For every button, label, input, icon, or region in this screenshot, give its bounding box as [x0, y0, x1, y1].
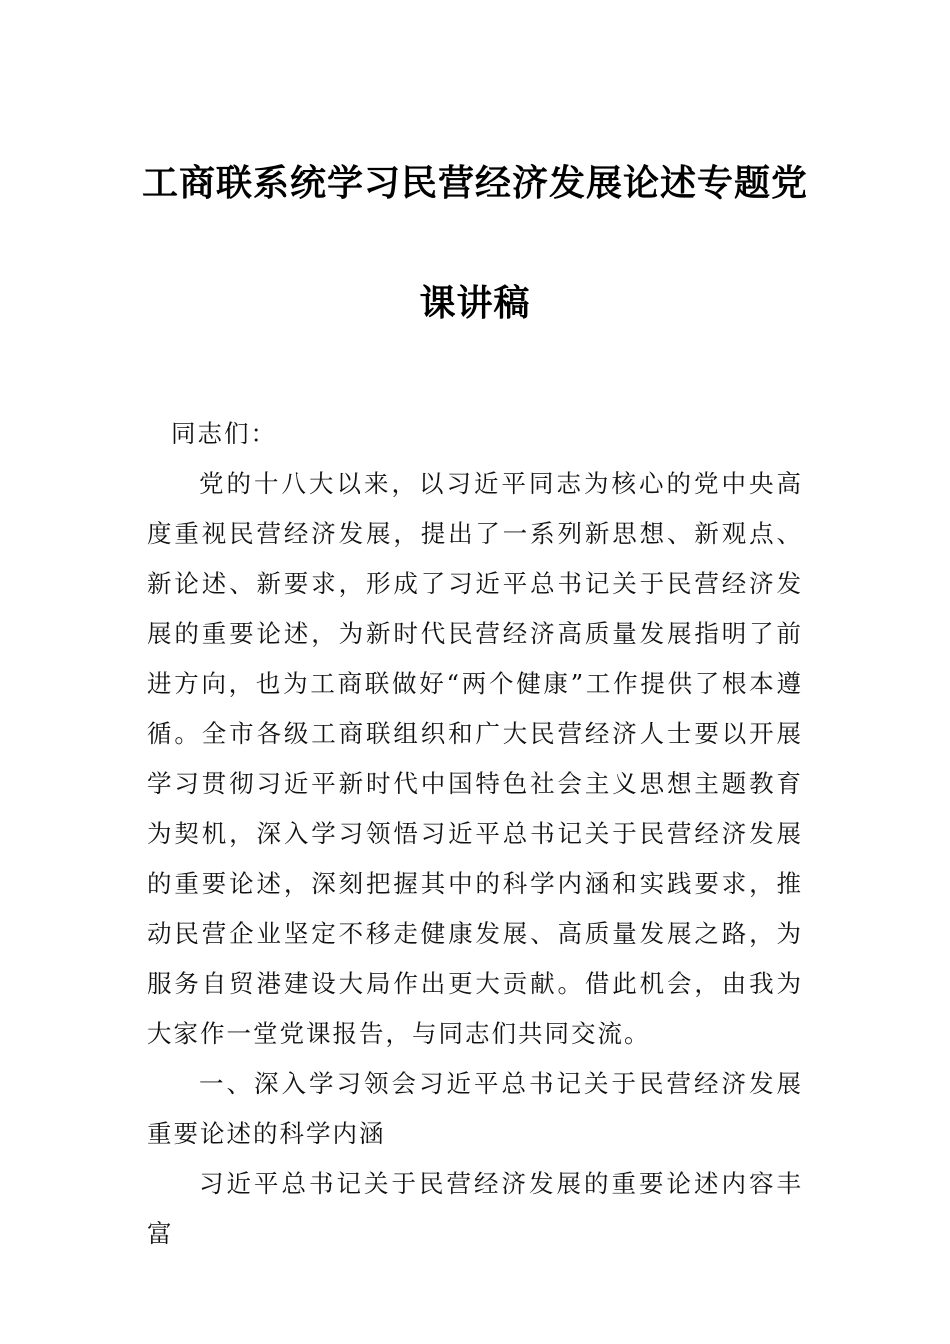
document-body — [147, 409, 803, 1259]
body-paragraph: 党的十八大以来，以习近平同志为核心的党中央高度重视民营经济发展，提出了一系列新思想、新观点、新论述、新要求，形成了习近平总书记关于民营经济发展的重要论述，为新时代民营经济高质量发展指明了前进方向，也为工商联做好“两个健康”工作提供了根本遵循。全市各级工商联组织和广大民营经济人士要以开展学习贯彻习近平新时代中国特色社会主义思想主题教育为契机，深入学习领悟习近平总书记关于民营经济发展的重要论述，深刻把握其中的科学内涵和实践要求，推动民营企业坚定不移走健康发展、高质量发展之路，为服务自贸港建设大局作出更大贡献。借此机会，由我为大家作一堂党课报告，与同志们共同交流。 — [147, 469, 803, 1048]
document-title-line-2: 课讲稿 — [419, 282, 531, 324]
document-title-line-1: 工商联系统学习民营经济发展论述专题党 — [141, 162, 808, 204]
body-paragraph: 习近平总书记关于民营经济发展的重要论述内容丰富 — [147, 1169, 803, 1248]
salutation: 同志们： — [171, 419, 277, 448]
section-heading: 一、深入学习领会习近平总书记关于民营经济发展重要论述的科学内涵 — [147, 1069, 803, 1148]
